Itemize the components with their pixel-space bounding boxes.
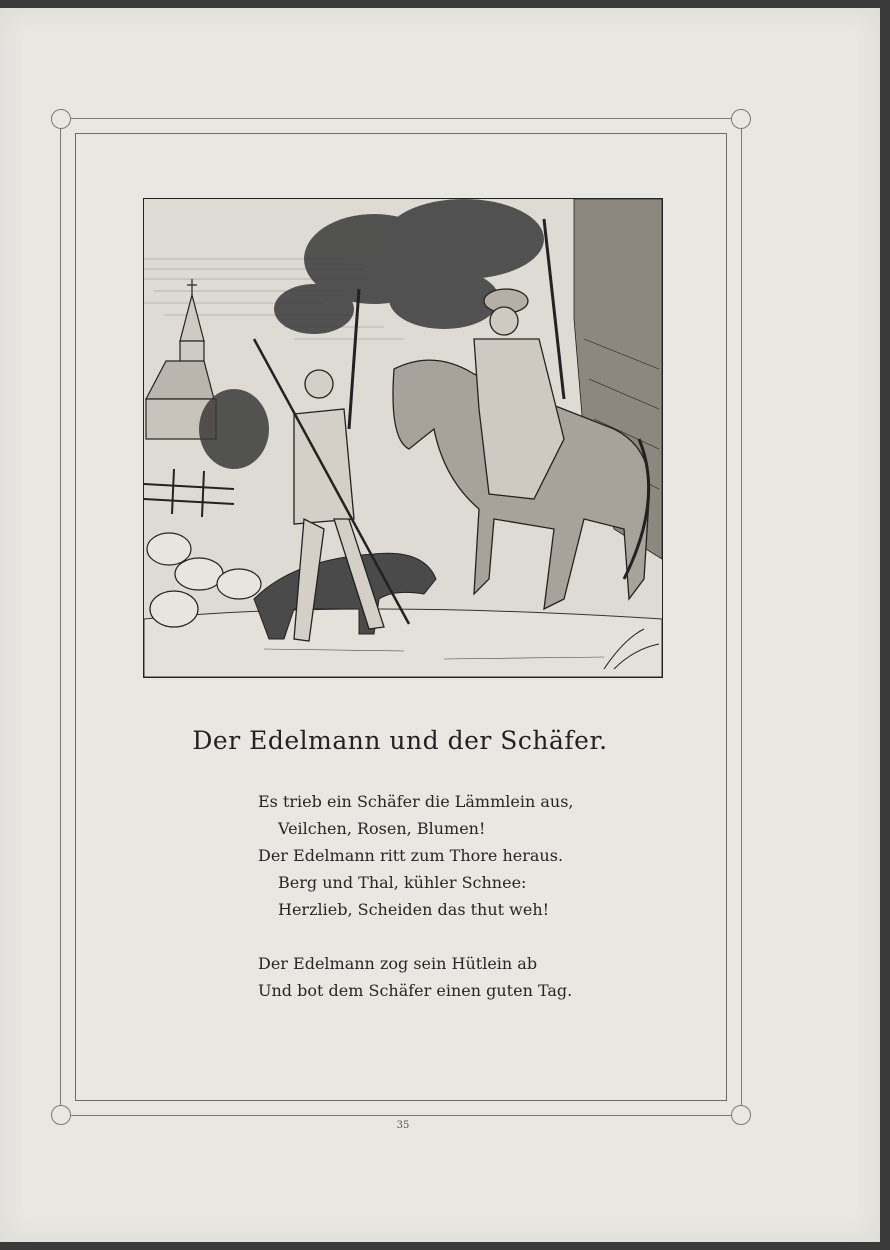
corner-ornament-top-right xyxy=(731,109,751,129)
stanza-2 xyxy=(258,950,572,1004)
poem-title: Der Edelmann und der Schäfer. xyxy=(192,726,608,755)
verse-line: Der Edelmann ritt zum Thore heraus. xyxy=(258,846,564,865)
verse-line: Und bot dem Schäfer einen guten Tag. xyxy=(258,981,573,1000)
verse-line: Berg und Thal, kühler Schnee: xyxy=(278,873,527,892)
page-number: 35 xyxy=(396,1120,410,1131)
engraving-drawing xyxy=(144,199,662,677)
page-sheet xyxy=(0,8,880,1242)
verse-line: Der Edelmann zog sein Hütlein ab xyxy=(258,954,538,973)
corner-ornament-top-left xyxy=(51,109,71,129)
stanza-1 xyxy=(258,788,574,923)
verse-line: Veilchen, Rosen, Blumen! xyxy=(278,819,486,838)
verse-line: Herzlieb, Scheiden das thut weh! xyxy=(278,900,550,919)
verse-line: Es trieb ein Schäfer die Lämmlein aus, xyxy=(258,792,574,811)
engraving-illustration xyxy=(143,198,663,678)
